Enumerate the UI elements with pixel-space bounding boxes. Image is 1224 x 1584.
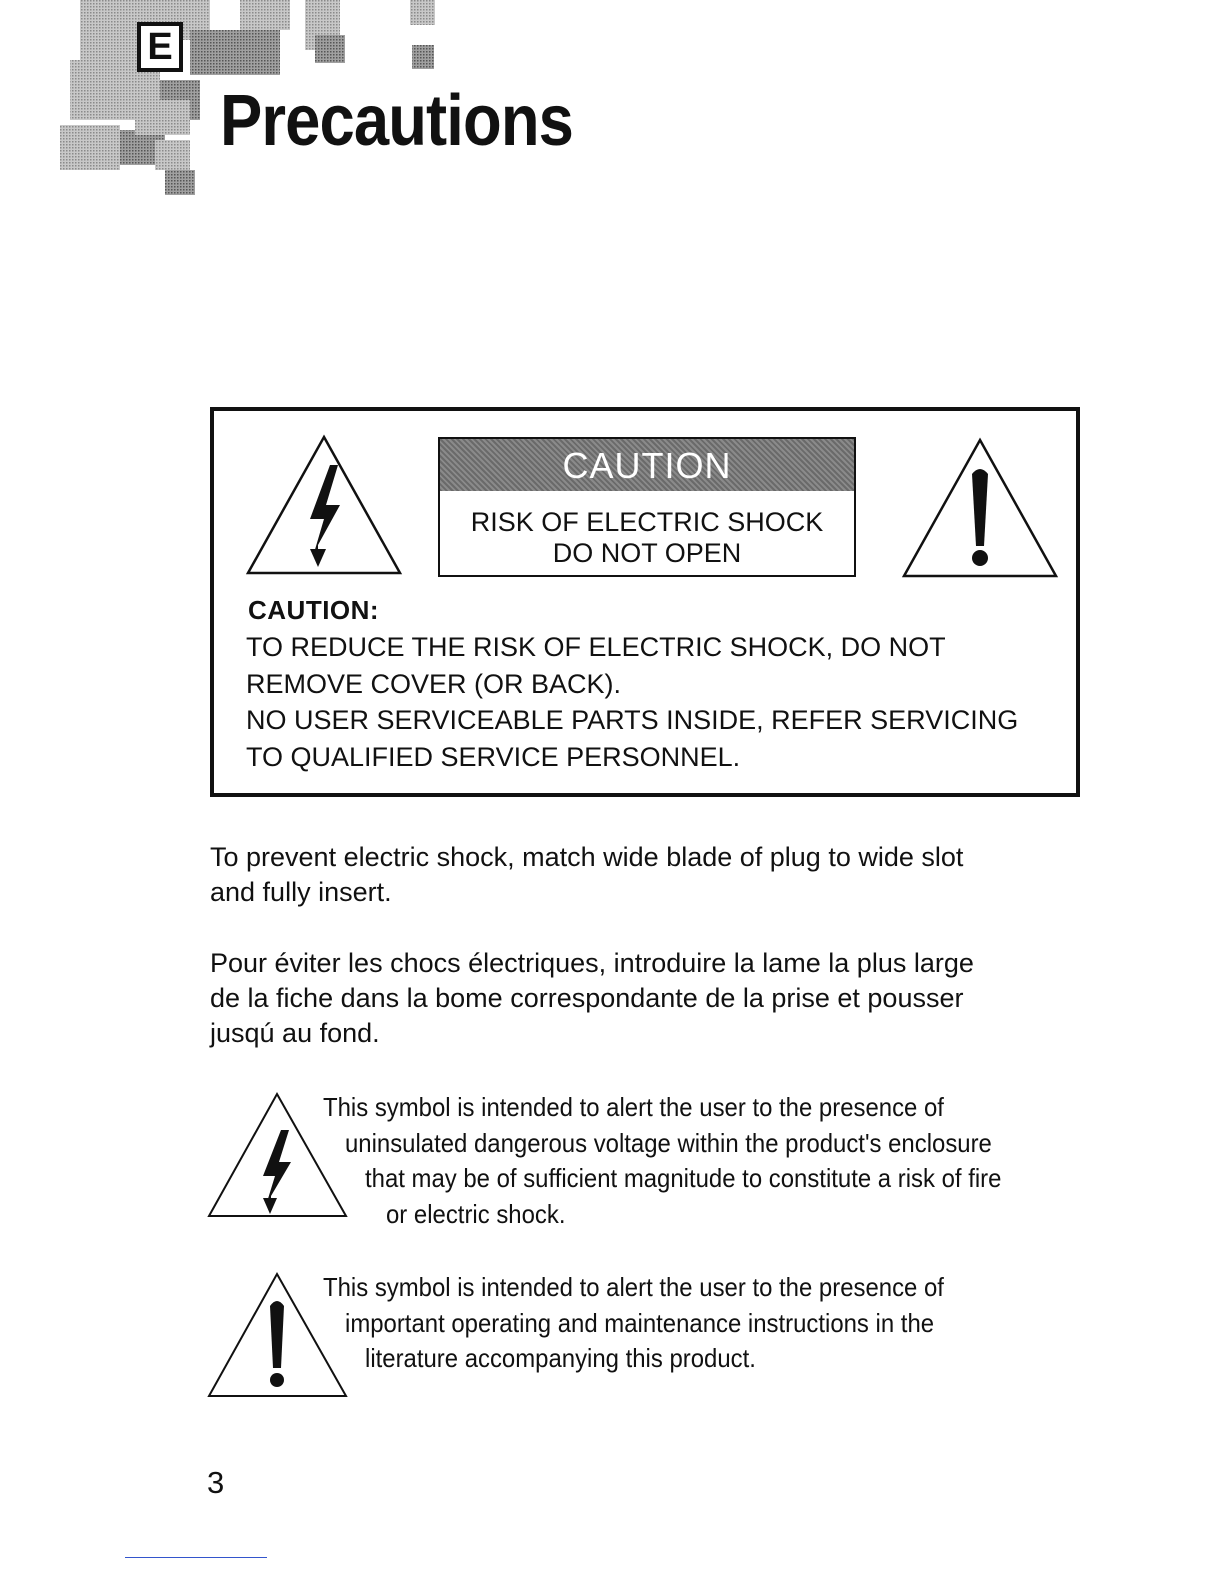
symbol-text-line: This symbol is intended to alert the user to the presence of (323, 1272, 944, 1302)
symbol-text-line: that may be of sufficient magnitude to constitute a risk of fire (365, 1163, 1002, 1193)
caution-label-line-1: RISK OF ELECTRIC SHOCK (470, 507, 824, 537)
symbol-explanation-voltage (205, 1090, 1085, 1230)
symbol-text (205, 1270, 1085, 1377)
lightning-warning-icon (244, 433, 404, 578)
symbol-text-line: uninsulated dangerous voltage within the product's enclosure (345, 1127, 992, 1158)
paragraph-line: To prevent electric shock, match wide blade of plug to wide slot (210, 842, 964, 872)
caution-line: TO REDUCE THE RISK OF ELECTRIC SHOCK, DO NOT (246, 632, 946, 662)
caution-label-line-2: DO NOT OPEN (552, 538, 742, 568)
symbol-explanation-instructions (205, 1270, 1085, 1410)
symbol-text-line: literature accompanying this product. (365, 1343, 756, 1373)
caution-box (210, 407, 1080, 797)
symbol-text-line: or electric shock. (386, 1198, 566, 1229)
caution-label-heading: CAUTION (440, 439, 854, 491)
plug-notice-french (210, 946, 1060, 1051)
language-badge: E (137, 22, 183, 72)
page-title: Precautions (220, 81, 574, 161)
paragraph-line: jusqú au fond. (210, 1018, 380, 1048)
caution-label (438, 437, 856, 577)
caution-text (246, 629, 1066, 775)
plug-notice-english (210, 840, 1060, 910)
caution-line: REMOVE COVER (OR BACK). (246, 668, 622, 699)
paragraph-line: Pour éviter les chocs électriques, introduire la lame la plus large (210, 948, 974, 978)
symbol-text-line: This symbol is intended to alert the user to the presence of (323, 1092, 944, 1122)
caution-line: NO USER SERVICEABLE PARTS INSIDE, REFER SERVICING (246, 705, 1019, 735)
footer-rule (125, 1557, 267, 1558)
caution-heading: CAUTION: (248, 595, 380, 625)
paragraph-line: and fully insert. (210, 877, 392, 907)
symbol-text-line: important operating and maintenance instructions in the (345, 1307, 935, 1338)
page-number: 3 (207, 1465, 225, 1500)
exclamation-warning-icon (900, 436, 1060, 581)
symbol-text (205, 1090, 1085, 1232)
caution-line: TO QUALIFIED SERVICE PERSONNEL. (246, 741, 741, 772)
paragraph-line: de la fiche dans la bome correspondante de la prise et pousser (210, 983, 964, 1013)
